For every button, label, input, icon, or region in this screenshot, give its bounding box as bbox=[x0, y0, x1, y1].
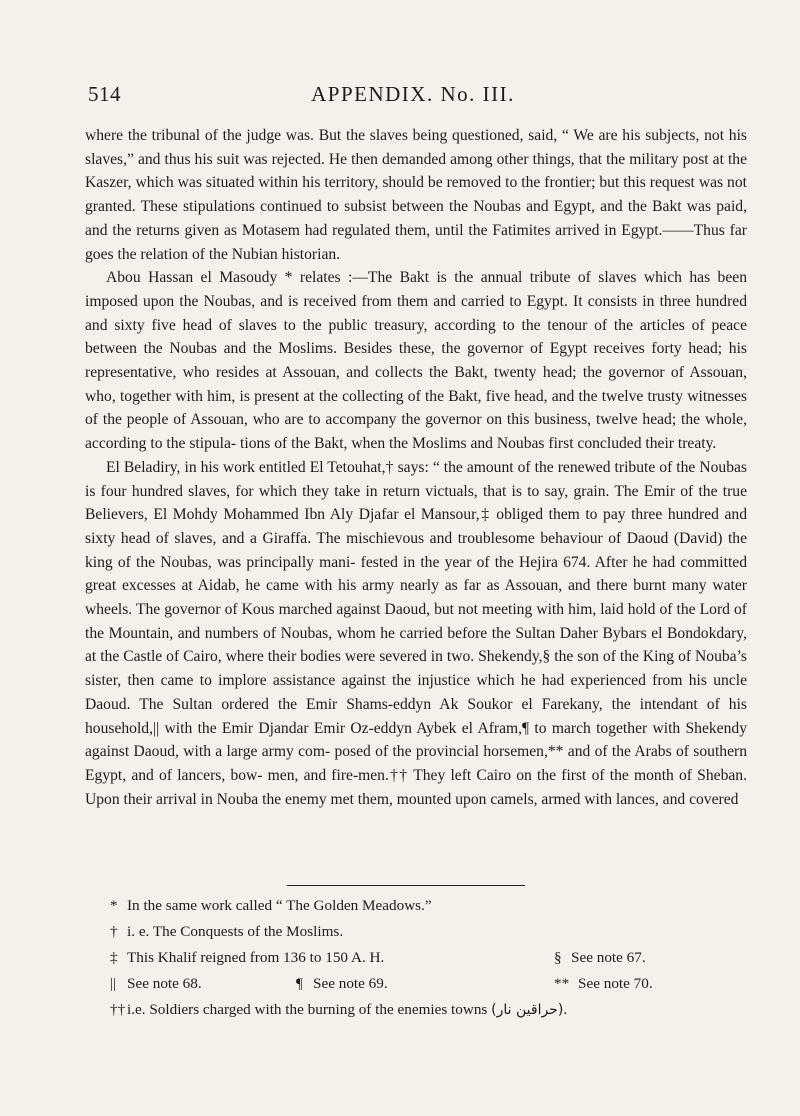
paragraph-1: where the tribunal of the judge was. But the slaves being questioned, said, “ We are his subjects, not his slaves,” and thus his suit was rejected. He then demanded among other things, that the military post at the Kaszer, which was situated within his territory, should be removed to the frontier; but this request was not granted. These stipulations continued to subsist between the Noubas and Egypt, and the Bakt was paid, and the returns given as Motasem had regulated them, until the Fatimites arrived in Egypt.——Thus far goes the relation of the Nubian historian. bbox=[85, 127, 747, 263]
footnote-mark: †† bbox=[110, 1001, 126, 1018]
footnote-mark: ‡ bbox=[110, 949, 118, 966]
footnote-end-period: . bbox=[563, 1001, 568, 1018]
arabic-term: (حراقين نار) bbox=[491, 1002, 564, 1018]
footnote-row bbox=[110, 893, 750, 919]
footnote-text: i.e. Soldiers charged with the burning of the enemies towns bbox=[127, 1001, 488, 1018]
footnote-rule bbox=[287, 885, 525, 886]
footnote-mark: * bbox=[110, 897, 118, 914]
paragraph-2: Abou Hassan el Masoudy * relates :—The Bakt is the annual tribute of slaves which has been imposed upon the Noubas, and is received from them and carried to Egypt. It consists in three hundred and sixty five head of slaves to the public treasury, according to the tenour of the articles of peace between the Noubas and the Moslims. Besides these, the governor of Egypt receives forty head; his representative, who resides at Assouan, and collects the Bakt, twenty head; the governor of Assouan, who, together with him, is present at the collecting of the Bakt, five head, and the twelve trusty witnesses of the people of Assouan, who are to accompany the governor on this business, twelve head; the whole, according to the stipula- tions of the Bakt, when the Moslims and Noubas first concluded their treaty. bbox=[85, 269, 747, 453]
footnote-row bbox=[110, 945, 750, 971]
footnote-text: See note 67. bbox=[571, 949, 646, 966]
footnote-mark: ** bbox=[554, 975, 570, 992]
running-head: APPENDIX. No. III. bbox=[311, 82, 515, 106]
footnote-mark: § bbox=[554, 949, 562, 966]
footnote-text: See note 70. bbox=[578, 975, 653, 992]
paragraph-3: El Beladiry, in his work entitled El Tetouhat,† says: “ the amount of the renewed tribute of the Noubas is four hundred slaves, for which they take in return victuals, that is to say, grain. The Emir of the true Believers, El Mohdy Mohammed Ibn Aly Djafar el Mansour,‡ obliged them to pay three hundred and sixty head of slaves, and a Giraffa. The mischievous and troublesome behaviour of Daoud (David) the king of the Noubas, was principally mani- fested in the year of the Hejira 674. After he had committed great excesses at Aidab, he came with his army nearly as far as Assouan, and there burnt many water wheels. The governor of Kous marched against Daoud, but not meeting with him, laid hold of the Lord of the Mountain, and numbers of Noubas, whom he carried before the Sultan Daher Bybars el Bondokdary, at the Castle of Cairo, where their bodies were severed in two. Shekendy,§ the son of the King of Nouba’s sister, then came to implore assistance against the injustice which he had experienced from his uncle Daoud. The Sultan ordered the Emir Shams-eddyn Ak Soukor el Farekany, the intendant of his household,|| with the Emir Djandar Emir Oz-eddyn Aybek el Afram,¶ to march together with Shekendy against Daoud, with a large army com- posed of the provincial horsemen,** and of the Arabs of southern Egypt, and of lancers, bow- men, and fire-men.†† They left Cairo on the first of the month of Sheban. Upon their arrival in Nouba the enemy met them, mounted upon camels, armed with lances, and covered bbox=[85, 458, 747, 808]
footnote-mark: † bbox=[110, 923, 118, 940]
page-number: 514 bbox=[88, 82, 121, 106]
page-header bbox=[88, 82, 738, 112]
footnote-text: In the same work called “ The Golden Meadows.” bbox=[127, 897, 432, 914]
footnote-inline bbox=[296, 971, 388, 997]
footnote-mark: ¶ bbox=[296, 975, 303, 992]
footnote-row bbox=[110, 919, 750, 945]
footnotes bbox=[110, 893, 750, 1023]
footnote-text: i. e. The Conquests of the Moslims. bbox=[127, 923, 344, 940]
footnote-mark: || bbox=[110, 975, 117, 992]
main-text bbox=[85, 124, 747, 811]
footnote-row bbox=[110, 971, 750, 997]
footnote-inline bbox=[554, 971, 653, 997]
footnote-text: See note 68. bbox=[127, 975, 202, 992]
footnote-row bbox=[110, 997, 750, 1023]
footnote-text: See note 69. bbox=[313, 975, 388, 992]
footnote-inline bbox=[554, 945, 646, 971]
footnote-text: This Khalif reigned from 136 to 150 A. H. bbox=[127, 949, 385, 966]
